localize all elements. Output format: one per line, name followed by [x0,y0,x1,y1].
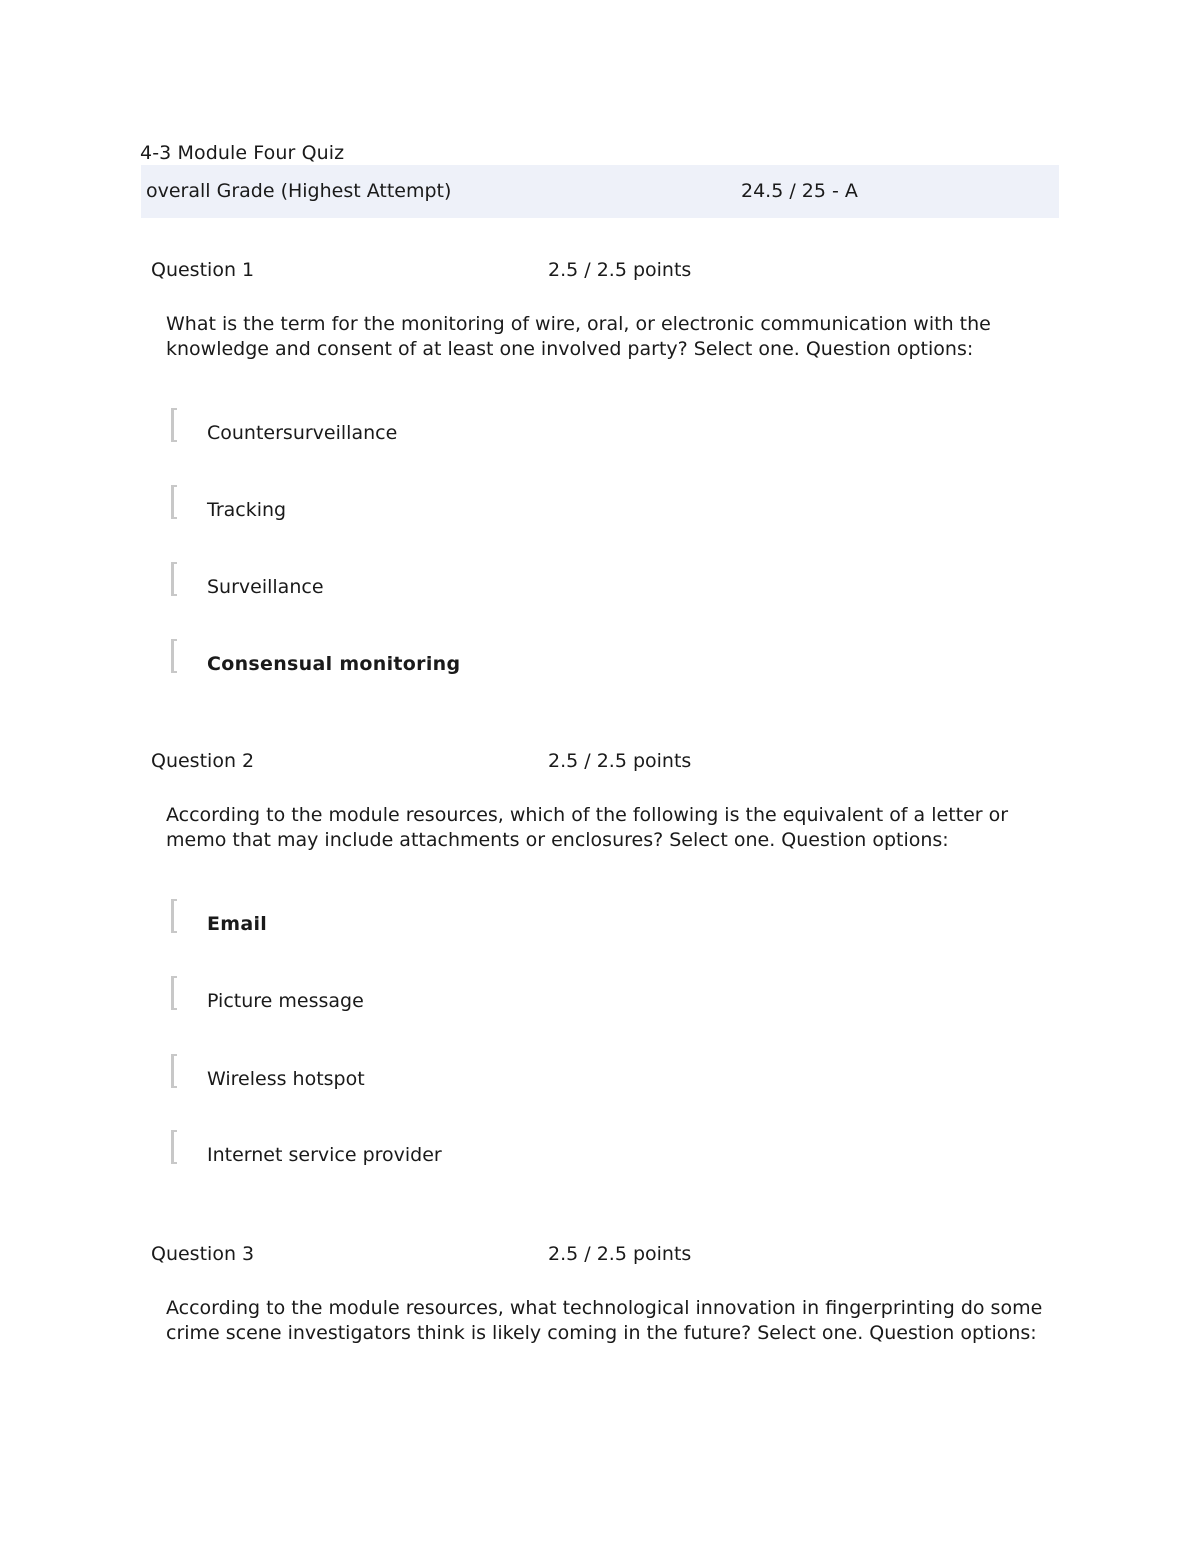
radio-button-icon[interactable] [171,562,177,596]
question-points: 2.5 / 2.5 points [548,750,692,772]
radio-button-icon[interactable] [171,899,177,933]
option-label: Surveillance [207,576,324,598]
radio-button-icon[interactable] [171,408,177,442]
radio-button-icon[interactable] [171,485,177,519]
question-2 [151,750,1051,1166]
option-label: Consensual monitoring [207,653,461,675]
option-label: Email [207,913,268,935]
option-label: Wireless hotspot [207,1068,365,1090]
page-title: 4-3 Module Four Quiz [140,142,345,164]
answer-option[interactable] [171,485,771,525]
question-label: Question 2 [151,750,255,772]
radio-button-icon[interactable] [171,639,177,673]
answer-option[interactable] [171,1130,771,1170]
answer-option-correct[interactable] [171,899,771,939]
answer-option[interactable] [171,408,771,448]
question-3 [151,1243,1051,1344]
overall-grade-label: overall Grade (Highest Attempt) [146,180,452,202]
question-1 [151,259,1051,675]
option-label: Picture message [207,990,364,1012]
answer-option-correct[interactable] [171,639,771,679]
question-points: 2.5 / 2.5 points [548,259,692,281]
overall-grade-row [141,165,1059,218]
option-label: Internet service provider [207,1144,442,1166]
option-label: Tracking [207,499,287,521]
answer-option[interactable] [171,562,771,602]
question-label: Question 3 [151,1243,255,1265]
question-text: What is the term for the monitoring of wire, oral, or electronic communication with the knowledge and consent of at least one involved party? Select one. Question options: [166,313,991,360]
radio-button-icon[interactable] [171,1130,177,1164]
radio-button-icon[interactable] [171,1054,177,1088]
option-label: Countersurveillance [207,422,398,444]
question-text: According to the module resources, which of the following is the equivalent of a letter or memo that may include attachments or enclosures? Select one. Question options: [166,804,1009,851]
radio-button-icon[interactable] [171,976,177,1010]
answer-option[interactable] [171,976,771,1016]
question-label: Question 1 [151,259,255,281]
overall-grade-value: 24.5 / 25 - A [741,180,858,202]
question-points: 2.5 / 2.5 points [548,1243,692,1265]
question-text: According to the module resources, what technological innovation in fingerprinting do some crime scene investigators think is likely coming in the future? Select one. Question options: [166,1297,1043,1344]
answer-option[interactable] [171,1054,771,1094]
